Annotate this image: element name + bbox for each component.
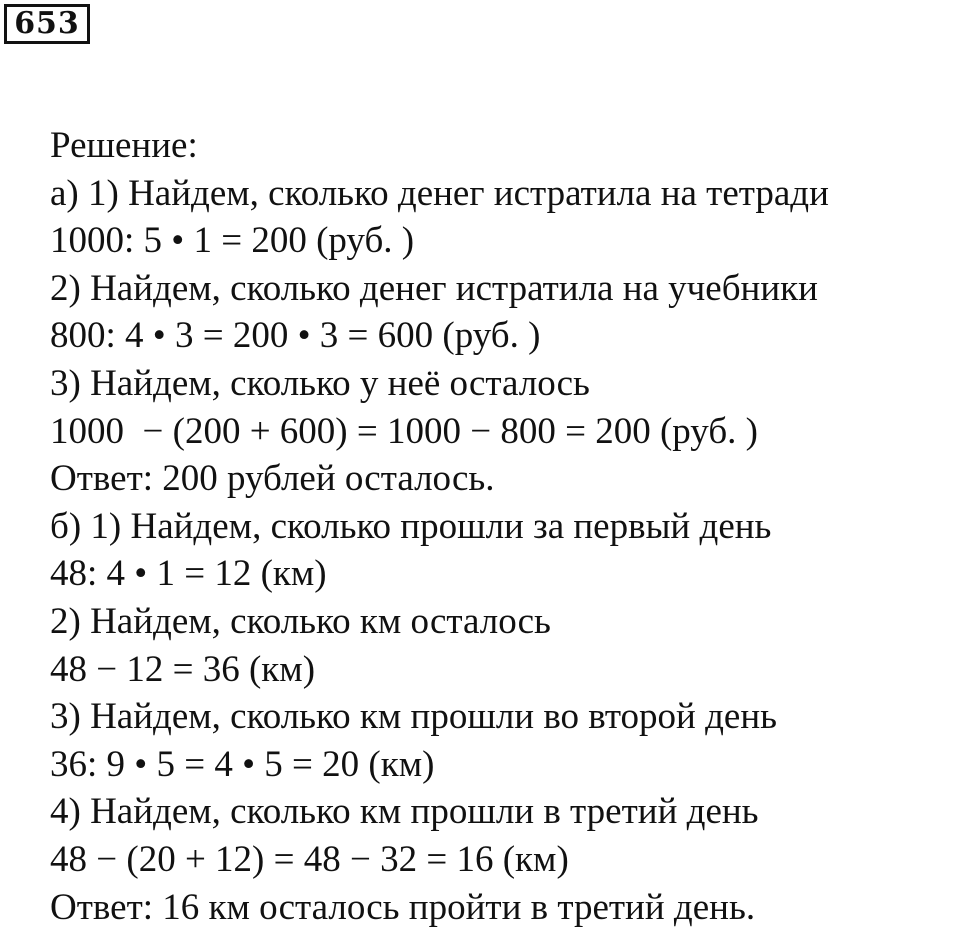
task-number-box: 653 [4, 4, 90, 44]
step-a3-heading: 3) Найдем, сколько у неё осталось [50, 360, 955, 408]
step-a3-equation: 1000 − (200 + 600) = 1000 − 800 = 200 (руб. ) [50, 408, 955, 456]
step-a1-equation: 1000: 5 • 1 = 200 (руб. ) [50, 217, 955, 265]
step-a2-equation: 800: 4 • 3 = 200 • 3 = 600 (руб. ) [50, 312, 955, 360]
step-b3-heading: 3) Найдем, сколько км прошли во второй день [50, 693, 955, 741]
step-b2-heading: 2) Найдем, сколько км осталось [50, 598, 955, 646]
solution-heading: Решение: [50, 122, 955, 170]
step-b1-heading: б) 1) Найдем, сколько прошли за первый день [50, 503, 955, 551]
step-b3-equation: 36: 9 • 5 = 4 • 5 = 20 (км) [50, 741, 955, 789]
solution-text [50, 122, 955, 931]
step-b4-heading: 4) Найдем, сколько км прошли в третий день [50, 788, 955, 836]
step-b2-equation: 48 − 12 = 36 (км) [50, 646, 955, 694]
answer-a: Ответ: 200 рублей осталось. [50, 455, 955, 503]
step-a1-heading: а) 1) Найдем, сколько денег истратила на тетради [50, 170, 955, 218]
answer-b: Ответ: 16 км осталось пройти в третий день. [50, 884, 955, 931]
step-b4-equation: 48 − (20 + 12) = 48 − 32 = 16 (км) [50, 836, 955, 884]
step-b1-equation: 48: 4 • 1 = 12 (км) [50, 550, 955, 598]
step-a2-heading: 2) Найдем, сколько денег истратила на учебники [50, 265, 955, 313]
